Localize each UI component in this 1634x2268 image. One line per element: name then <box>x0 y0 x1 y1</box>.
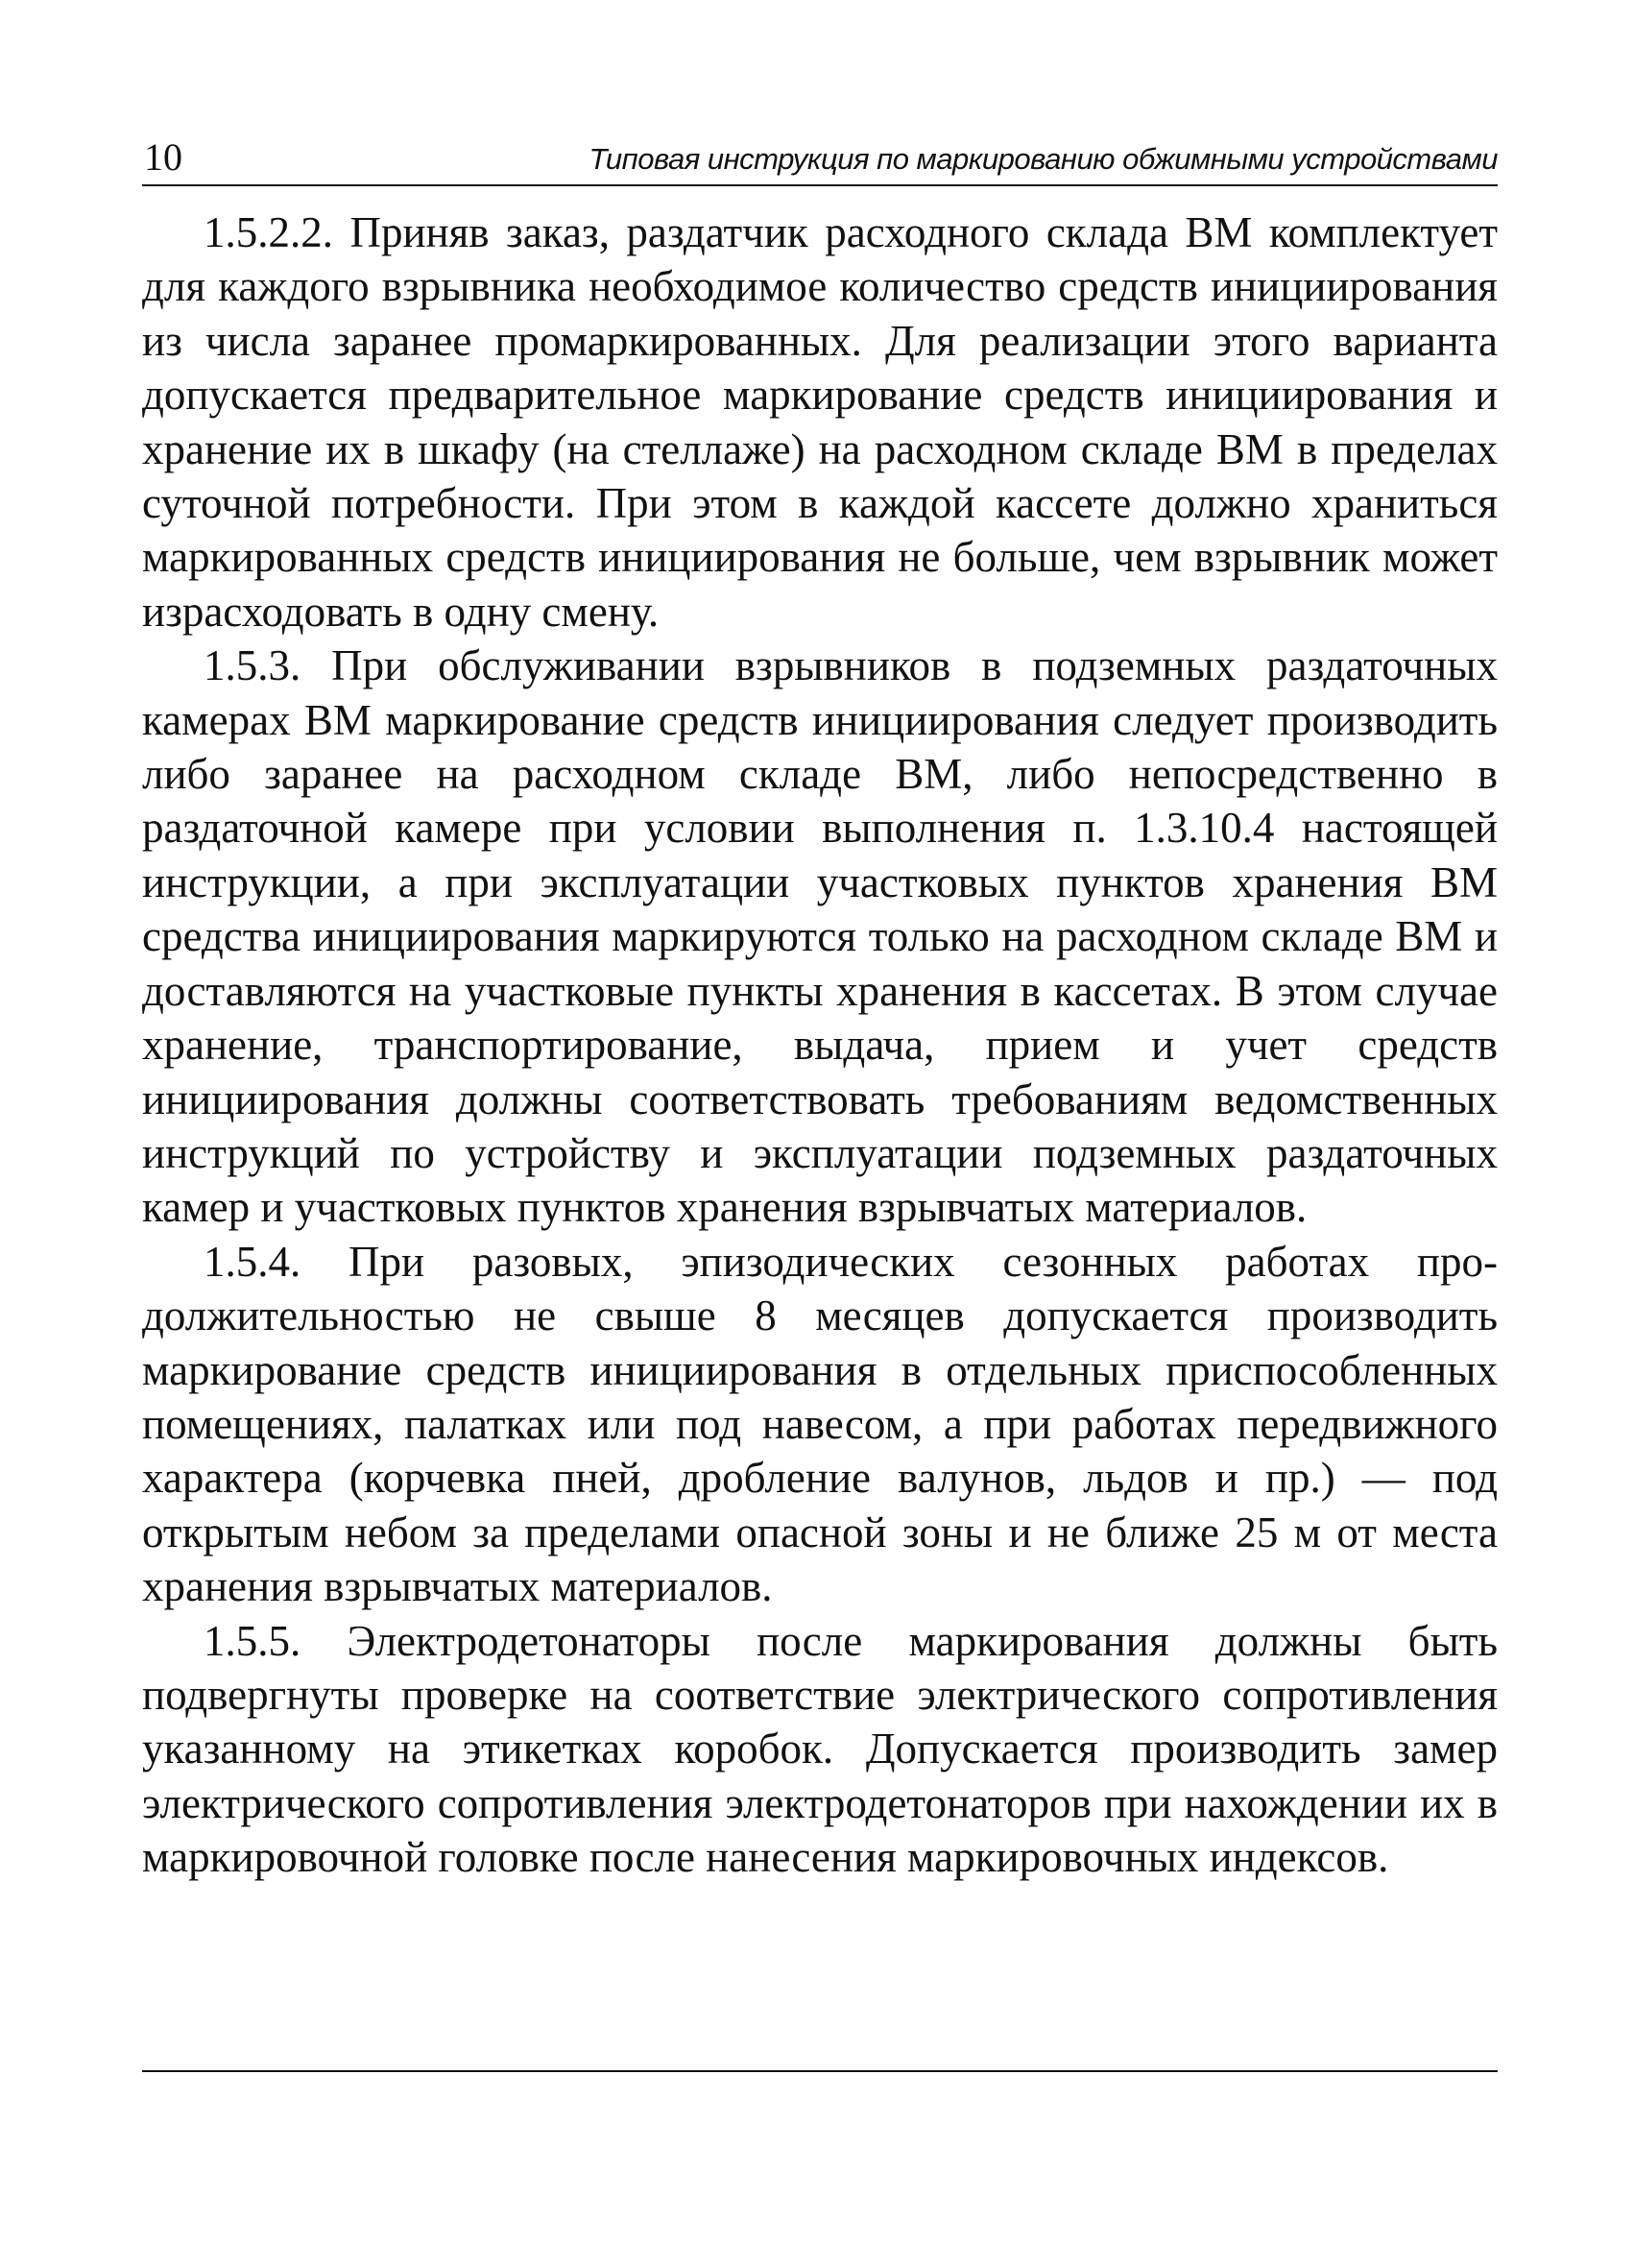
bottom-divider <box>142 2070 1498 2072</box>
paragraph-1-5-2-2: 1.5.2.2. Приняв заказ, раздатчик расходного склада ВМ комплектует для каждого взрывника необходимое количество средств инициирования из числа заранее промаркированных. Для реализации этого варианта допускается предварительное маркирование средств инициирования и хранение их в шкафу (на стеллаже) на расходном складе ВМ в пределах суточной потребности. При этом в каждой кассете должно храниться маркированных средств инициирования не больше, чем взрывник может израсходовать в одну смену. <box>142 208 1498 636</box>
paragraph-1-5-4: 1.5.4. При разовых, эпизодических сезонных работах продолжительностью не свыше 8 месяцев допускается производить маркирование средств инициирования в отдельных приспособленных помещениях, палатках или под навесом, а при работах передвижного характера (корчевка пней, дробление валунов, льдов и пр.) — под открытым небом за пределами опасной зоны и не ближе 25 м от места хранения взрывчатых материалов. <box>142 1237 1498 1611</box>
running-title: Типовая инструкция по маркированию обжимными устройствами <box>589 142 1498 176</box>
page-header <box>142 134 1498 186</box>
paragraph-1-5-3: 1.5.3. При обслуживании взрывников в подземных раздаточных камерах ВМ маркирование средств инициирования следует производить либо заранее на расходном складе ВМ, либо непосредственно в раздаточной камере при условии выполнения п. 1.3.10.4 настоящей инструкции, а при эксплуатации участковых пунктов хранения ВМ средства инициирования маркируются только на расходном складе ВМ и доставляются на участковые пункты хранения в кассетах. В этом случае хранение, транспортирование, выдача, прием и учет средств инициирования должны соответствовать требованиям ведомственных инструкций по устройству и эксплуатации подземных раздаточных камер и участковых пунктов хранения взрывчатых материалов. <box>142 641 1498 1232</box>
page-number: 10 <box>144 135 182 179</box>
paragraph-1-5-5: 1.5.5. Электродетонаторы после маркирования должны быть подвергнуты проверке на соответствие электрического сопротивления указанному на этикетках коробок. Допускается производить замер электрического сопротивления электродетонаторов при нахождении их в маркировочной головке после нанесения маркировочных индексов. <box>142 1616 1498 1882</box>
body-text <box>142 205 1498 1885</box>
